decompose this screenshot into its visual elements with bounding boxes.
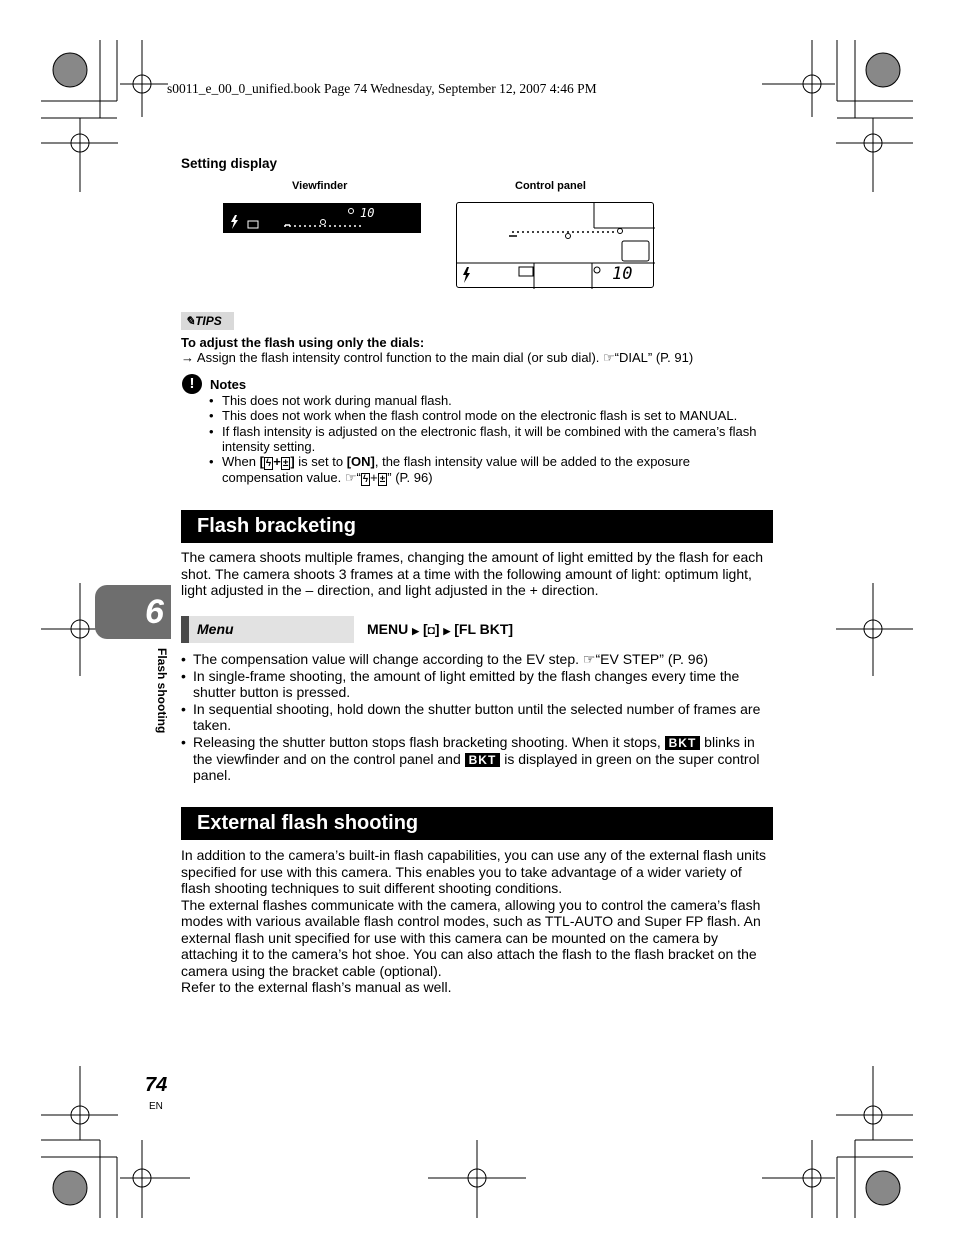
reference-hand-icon: ☞ [344,470,357,486]
flash-compensation-icon: ϟ [265,458,272,470]
list-item: • This does not work when the flash control mode on the electronic flash is set to MANUAL. [209,408,773,423]
exclamation-icon: ! [182,374,202,394]
menu-word: MENU [367,621,409,637]
paragraph: In addition to the camera’s built-in flash capabilities, you can use any of the external flash units specified for use with this camera. This enables you to take advantage of a wider variety of flash shooting techniques to suit different shooting conditions. [181,847,766,896]
menu-item: [FL BKT] [454,621,514,637]
tips-text: → Assign the flash intensity control function to the main dial (or sub dial). ☞“DIAL” (P. 91) [181,350,694,365]
flash-icon [463,267,470,283]
viewfinder-label: Viewfinder [292,180,348,192]
reference-hand-icon: ☞ [582,651,596,667]
reference-hand-icon: ☞ [603,350,615,365]
control-panel-display [456,202,654,288]
bkt-icon: BKT [665,736,701,750]
flash-compensation-icon [248,221,258,228]
list-item: • In single-frame shooting, the amount of light emitted by the flash changes every time the shutter button is pressed. [181,668,773,701]
external-flash-heading: External flash shooting [181,807,773,840]
arrow-right-icon: → [181,350,194,365]
menu-path: MENU ▶ [◘] ▶ [FL BKT] [367,621,514,637]
tips-label: TIPS [195,314,222,328]
exposure-compensation-icon: ± [379,474,386,486]
external-flash-body [181,847,773,996]
control-panel-label: Control panel [515,180,586,192]
setting-display-title: Setting display [181,156,278,171]
menu-label-box [181,616,354,643]
flash-icon [231,215,238,229]
flash-bracketing-intro: The camera shoots multiple frames, changing the amount of light emitted by the flash for each shot. The camera shoots 3 frames at a time with the following amount of light: optimum light, light adjusted in the – direction, and light adjusted in the + direction. [181,549,764,598]
triangle-right-icon: ▶ [412,626,420,636]
chapter-side-label: Flash shooting [155,648,169,734]
pencil-icon: ✎ [185,314,196,328]
paragraph: Refer to the external flash’s manual as well. [181,979,452,995]
flash-compensation-icon [519,267,533,276]
tips-badge [181,312,234,330]
chapter-tab: 6 [95,585,171,639]
page-number: 74 [145,1074,168,1096]
list-item: • When [ ϟ + ± ] is set to [ON], the flash intensity value will be added to the exposure compensation value. ☞“ ϟ + ± ” (P. 96) [209,454,773,486]
flash-compensation-icon: ϟ [362,474,369,486]
list-item: • If flash intensity is adjusted on the electronic flash, it will be combined with the camera’s flash intensity setting. [209,424,773,455]
list-item: • The compensation value will change according to the EV step. ☞“EV STEP” (P. 96) [181,651,773,668]
print-header: s0011_e_00_0_unified.book Page 74 Wednesday, September 12, 2007 4:46 PM [167,81,597,96]
flash-bracketing-bullets [181,651,773,784]
flash-bracketing-heading: Flash bracketing [181,510,773,543]
viewfinder-readout: 10 [360,206,375,220]
notes-list [209,393,773,486]
list-item: • This does not work during manual flash. [209,393,773,408]
bkt-icon: BKT [465,753,501,767]
paragraph: The external flashes communicate with the camera, allowing you to control the camera’s flash modes with various available flash control modes, such as TTL-AUTO and Super FP flash. An external flash unit specified for use with this camera can be mounted on the camera by attaching it to the camera’s hot shoe. You can also attach the flash to the flash bracket on the camera using the bracket cable (optional). [181,896,761,979]
list-item: • In sequential shooting, hold down the shutter button until the selected number of frames are taken. [181,701,773,734]
list-item: • Releasing the shutter button stops flash bracketing shooting. When it stops, BKT blinks in the viewfinder and on the control panel and BKT is displayed in green on the super control panel. [181,734,773,784]
menu-label: Menu [197,621,234,637]
camera-tab-icon: ◘ [427,623,435,637]
page-language: EN [149,1101,163,1112]
tips-heading: To adjust the flash using only the dials: [181,335,425,350]
notes-heading: Notes [210,377,247,392]
control-panel-readout: 10 [612,264,633,284]
exposure-compensation-icon: ± [282,458,289,470]
viewfinder-display [223,203,421,233]
triangle-right-icon: ▶ [443,626,451,636]
